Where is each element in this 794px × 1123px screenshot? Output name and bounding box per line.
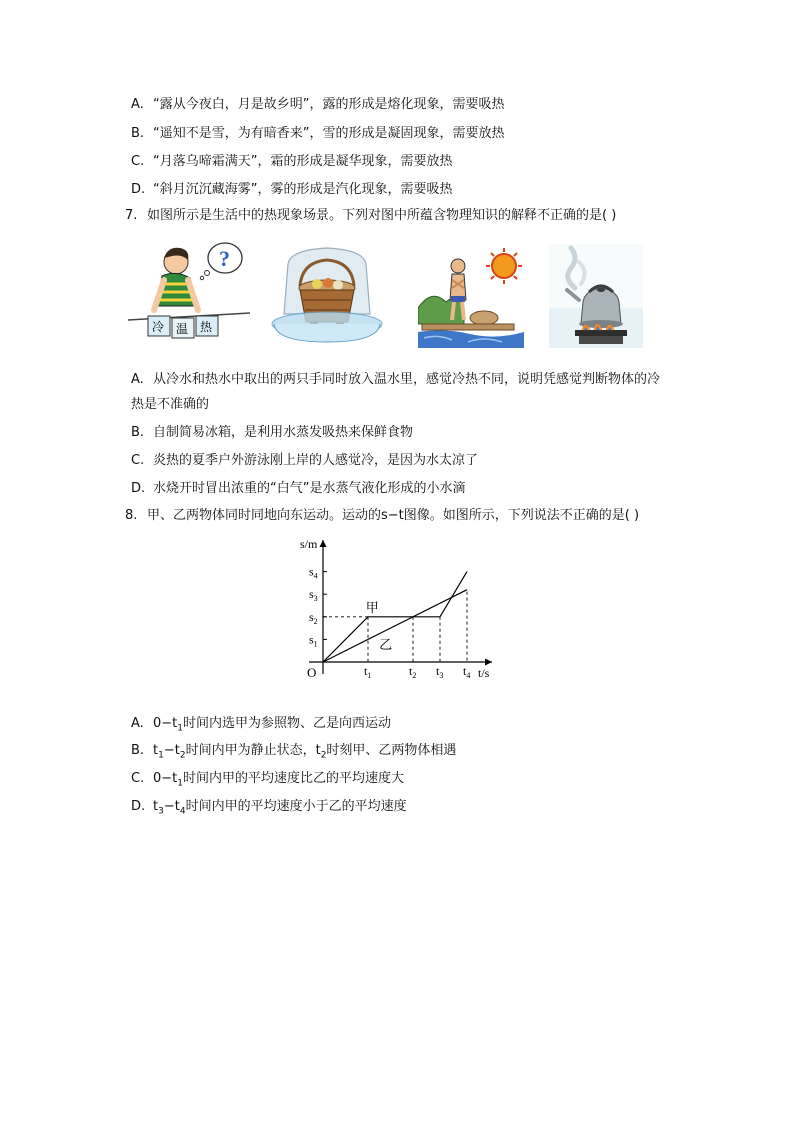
basin-label-warm: 温 bbox=[176, 322, 189, 336]
q6-option-d: D. “斜月沉沉藏海雾”，雾的形成是汽化现象，需要吸热 bbox=[131, 182, 453, 197]
series-label-yi: 乙 bbox=[379, 637, 393, 653]
y-tick-label-s1: $s_1$ bbox=[309, 632, 318, 649]
x-tick-label-t1: $t_1$ bbox=[364, 664, 372, 680]
x-axis-label: t/s bbox=[478, 666, 490, 680]
q6-option-a: A. “露从今夜白，月是故乡明”，露的形成是熔化现象，需要吸热 bbox=[131, 97, 505, 112]
illustration-swimmer-shore bbox=[418, 244, 524, 348]
q8-option-a: A. $0-t_1$时间内选甲为参照物、乙是向西运动 bbox=[131, 716, 392, 734]
illustration-homemade-fridge bbox=[270, 244, 385, 346]
origin-label: O bbox=[307, 665, 317, 680]
x-tick-label-t3: $t_3$ bbox=[436, 664, 444, 680]
y-tick-label-s4: $s_4$ bbox=[309, 564, 318, 581]
q7-option-a-continued: 热是不准确的 bbox=[131, 397, 210, 412]
illustration-hand-temperature bbox=[128, 240, 250, 346]
q7-option-a: A. 从冷水和热水中取出的两只手同时放入温水里，感觉冷热不同，说明凭感觉判断物体的冷 bbox=[131, 372, 661, 387]
series-line-yi bbox=[323, 590, 467, 662]
illustration-boiling-kettle bbox=[549, 244, 643, 348]
q6-option-c: C. “月落乌啼霜满天”，霜的形成是凝华现象，需要放热 bbox=[131, 154, 453, 169]
basin-label-hot: 热 bbox=[200, 320, 213, 334]
series-label-jia: 甲 bbox=[365, 599, 379, 615]
x-tick-label-t2: $t_2$ bbox=[409, 664, 417, 680]
y-tick-label-s2: $s_2$ bbox=[309, 609, 318, 626]
q8-option-d: D. $t_3-t_4$时间内甲的平均速度小于乙的平均速度 bbox=[131, 799, 407, 817]
series-line-jia bbox=[323, 572, 467, 662]
q7-option-d: D. 水烧开时冒出浓重的“白气”是水蒸气液化形成的小水滴 bbox=[131, 481, 466, 496]
q7-option-b: B. 自制简易冰箱，是利用水蒸发吸热来保鲜食物 bbox=[131, 425, 414, 440]
q7-option-c: C. 炎热的夏季户外游泳刚上岸的人感觉冷，是因为水太凉了 bbox=[131, 453, 479, 468]
q7-stem: 7. 如图所示是生活中的热现象场景。下列对图中所蕴含物理知识的解释不正确的是( ) bbox=[125, 208, 617, 223]
st-graph bbox=[292, 530, 504, 685]
q8-stem: 8. 甲、乙两物体同时同地向东运动。运动的s−t图像。如图所示，下列说法不正确的是( ) bbox=[125, 508, 640, 523]
q8-option-b: B. $t_1-t_2$时间内甲为静止状态，$t_2$时刻甲、乙两物体相遇 bbox=[131, 743, 457, 761]
y-tick-label-s3: $s_3$ bbox=[309, 587, 318, 604]
question-mark-icon: ? bbox=[219, 246, 230, 271]
y-axis-label: s/m bbox=[300, 537, 318, 551]
q6-option-b: B. “遥知不是雪，为有暗香来”，雪的形成是凝固现象，需要放热 bbox=[131, 126, 505, 141]
q8-option-c: C. $0-t_1$时间内甲的平均速度比乙的平均速度大 bbox=[131, 771, 405, 789]
basin-label-cold: 冷 bbox=[152, 320, 165, 334]
x-tick-label-t4: $t_4$ bbox=[463, 664, 471, 680]
